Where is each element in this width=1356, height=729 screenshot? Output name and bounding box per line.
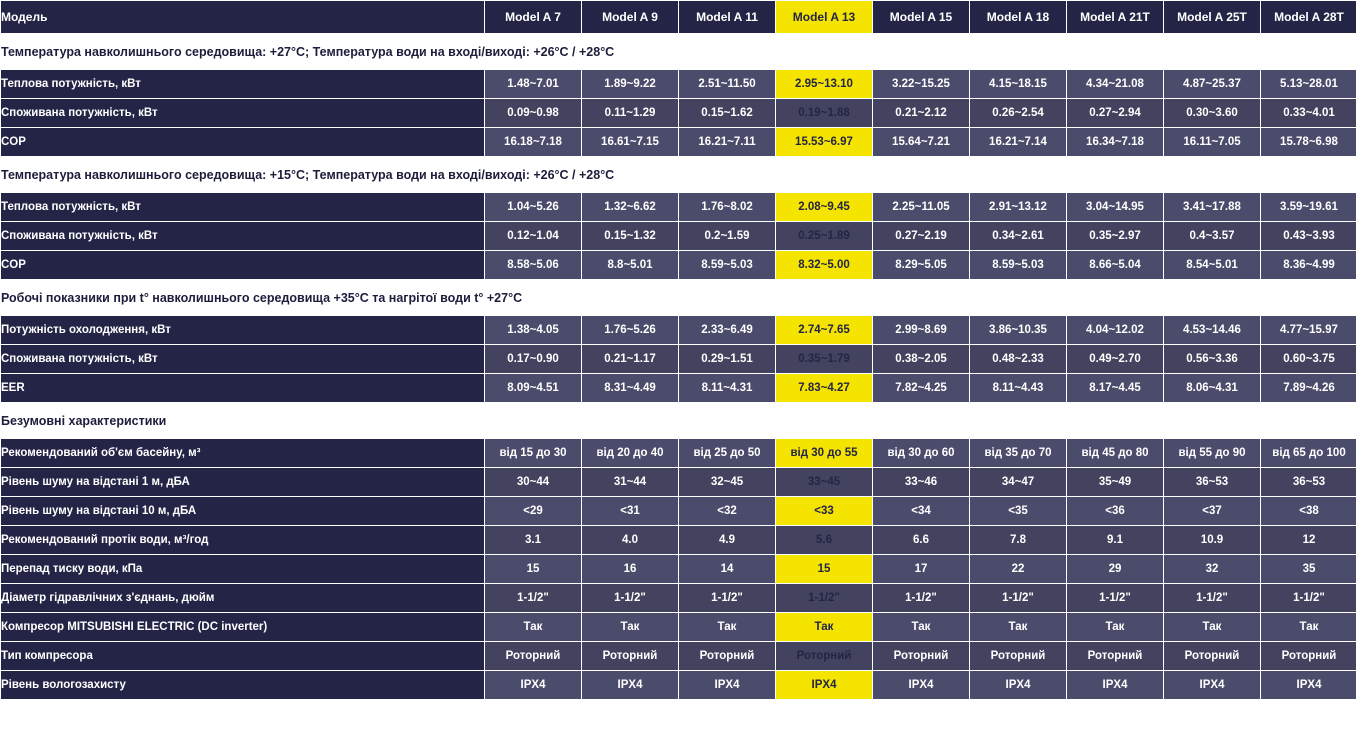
header-label-cell: Модель xyxy=(1,1,485,34)
row-value: 36~53 xyxy=(1164,468,1261,497)
row-value: 0.27~2.94 xyxy=(1067,99,1164,128)
row-value: 16.11~7.05 xyxy=(1164,128,1261,157)
row-value: Так xyxy=(873,613,970,642)
row-value: від 45 до 80 xyxy=(1067,439,1164,468)
row-value: Так xyxy=(582,613,679,642)
row-value: від 15 до 30 xyxy=(485,439,582,468)
row-value: 31~44 xyxy=(582,468,679,497)
row-value: <32 xyxy=(679,497,776,526)
table-row xyxy=(1,316,1356,345)
row-label: Рівень шуму на відстані 10 м, дБА xyxy=(1,497,485,526)
row-value: 1.76~8.02 xyxy=(679,193,776,222)
row-value: 30~44 xyxy=(485,468,582,497)
row-value: 4.9 xyxy=(679,526,776,555)
header-model-cell: Model A 13 xyxy=(776,1,873,34)
row-value: <34 xyxy=(873,497,970,526)
row-value: Так xyxy=(1164,613,1261,642)
table-row xyxy=(1,642,1356,671)
row-value: 1.48~7.01 xyxy=(485,70,582,99)
row-value: 7.8 xyxy=(970,526,1067,555)
row-value: 2.74~7.65 xyxy=(776,316,873,345)
row-value: Так xyxy=(679,613,776,642)
row-value: <29 xyxy=(485,497,582,526)
row-value: 7.83~4.27 xyxy=(776,374,873,403)
row-value: 34~47 xyxy=(970,468,1067,497)
row-value: 5.6 xyxy=(776,526,873,555)
row-value: 8.11~4.43 xyxy=(970,374,1067,403)
row-value: 0.09~0.98 xyxy=(485,99,582,128)
row-value: 4.15~18.15 xyxy=(970,70,1067,99)
table-row xyxy=(1,613,1356,642)
section-title-row xyxy=(1,403,1356,439)
header-model-cell: Model A 28T xyxy=(1261,1,1356,34)
row-value: 12 xyxy=(1261,526,1356,555)
row-value: 0.48~2.33 xyxy=(970,345,1067,374)
row-value: 8.29~5.05 xyxy=(873,251,970,280)
row-value: Роторний xyxy=(485,642,582,671)
row-label: Рекомендований об'єм басейну, м³ xyxy=(1,439,485,468)
row-value: 0.21~2.12 xyxy=(873,99,970,128)
row-value: 16 xyxy=(582,555,679,584)
row-value: 1-1/2" xyxy=(1067,584,1164,613)
row-label: Тип компресора xyxy=(1,642,485,671)
row-value: 2.51~11.50 xyxy=(679,70,776,99)
row-value: 1.32~6.62 xyxy=(582,193,679,222)
row-value: 16.18~7.18 xyxy=(485,128,582,157)
row-value: 0.49~2.70 xyxy=(1067,345,1164,374)
row-value: 6.6 xyxy=(873,526,970,555)
row-value: 0.11~1.29 xyxy=(582,99,679,128)
row-value: <38 xyxy=(1261,497,1356,526)
row-value: Роторний xyxy=(679,642,776,671)
section-title-row xyxy=(1,280,1356,316)
row-value: 1-1/2" xyxy=(679,584,776,613)
row-value: 1-1/2" xyxy=(1261,584,1356,613)
row-value: 8.8~5.01 xyxy=(582,251,679,280)
row-value: Так xyxy=(485,613,582,642)
row-value: 0.19~1.88 xyxy=(776,99,873,128)
row-value: IPX4 xyxy=(1261,671,1356,700)
row-value: 8.54~5.01 xyxy=(1164,251,1261,280)
row-value: 3.1 xyxy=(485,526,582,555)
table-header-row xyxy=(1,1,1356,34)
row-value: 2.25~11.05 xyxy=(873,193,970,222)
table-body xyxy=(1,1,1356,700)
row-value: 0.4~3.57 xyxy=(1164,222,1261,251)
row-value: 0.35~1.79 xyxy=(776,345,873,374)
row-value: 8.32~5.00 xyxy=(776,251,873,280)
row-value: 8.11~4.31 xyxy=(679,374,776,403)
row-value: 35~49 xyxy=(1067,468,1164,497)
table-row xyxy=(1,128,1356,157)
row-label: Теплова потужність, кВт xyxy=(1,193,485,222)
row-value: від 35 до 70 xyxy=(970,439,1067,468)
row-value: Роторний xyxy=(1164,642,1261,671)
row-value: від 65 до 100 xyxy=(1261,439,1356,468)
row-value: 8.58~5.06 xyxy=(485,251,582,280)
header-model-cell: Model A 9 xyxy=(582,1,679,34)
row-value: 15 xyxy=(776,555,873,584)
row-value: 8.17~4.45 xyxy=(1067,374,1164,403)
row-value: 0.30~3.60 xyxy=(1164,99,1261,128)
row-label: Компресор MITSUBISHI ELECTRIC (DC inverter) xyxy=(1,613,485,642)
row-value: 0.15~1.62 xyxy=(679,99,776,128)
row-value: 2.08~9.45 xyxy=(776,193,873,222)
row-label: Рівень шуму на відстані 1 м, дБА xyxy=(1,468,485,497)
row-value: 3.04~14.95 xyxy=(1067,193,1164,222)
row-value: 32~45 xyxy=(679,468,776,497)
row-value: 5.13~28.01 xyxy=(1261,70,1356,99)
row-value: Роторний xyxy=(1261,642,1356,671)
row-label: Споживана потужність, кВт xyxy=(1,99,485,128)
row-value: 8.66~5.04 xyxy=(1067,251,1164,280)
table-row xyxy=(1,193,1356,222)
row-value: 4.53~14.46 xyxy=(1164,316,1261,345)
row-value: 0.17~0.90 xyxy=(485,345,582,374)
row-value: 16.34~7.18 xyxy=(1067,128,1164,157)
row-value: 0.43~3.93 xyxy=(1261,222,1356,251)
row-value: 3.59~19.61 xyxy=(1261,193,1356,222)
row-label: Споживана потужність, кВт xyxy=(1,222,485,251)
row-label: Рекомендований протік води, м³/год xyxy=(1,526,485,555)
row-value: IPX4 xyxy=(485,671,582,700)
row-value: 4.0 xyxy=(582,526,679,555)
row-label: Рівень вологозахисту xyxy=(1,671,485,700)
row-value: 2.95~13.10 xyxy=(776,70,873,99)
row-value: 14 xyxy=(679,555,776,584)
row-value: IPX4 xyxy=(970,671,1067,700)
table-row xyxy=(1,584,1356,613)
row-value: Так xyxy=(1261,613,1356,642)
row-value: 17 xyxy=(873,555,970,584)
row-value: від 30 до 60 xyxy=(873,439,970,468)
row-value: <37 xyxy=(1164,497,1261,526)
row-value: 4.77~15.97 xyxy=(1261,316,1356,345)
row-value: 7.82~4.25 xyxy=(873,374,970,403)
row-value: 0.26~2.54 xyxy=(970,99,1067,128)
table-row xyxy=(1,497,1356,526)
row-value: 4.87~25.37 xyxy=(1164,70,1261,99)
row-value: 1-1/2" xyxy=(1164,584,1261,613)
row-value: 15.53~6.97 xyxy=(776,128,873,157)
header-model-cell: Model A 15 xyxy=(873,1,970,34)
row-label: Діаметр гідравлічних з'єднань, дюйм xyxy=(1,584,485,613)
row-value: 15 xyxy=(485,555,582,584)
section-title-row xyxy=(1,34,1356,70)
row-value: 9.1 xyxy=(1067,526,1164,555)
row-value: Так xyxy=(776,613,873,642)
table-row xyxy=(1,222,1356,251)
table-row xyxy=(1,468,1356,497)
row-value: Роторний xyxy=(1067,642,1164,671)
row-value: 0.21~1.17 xyxy=(582,345,679,374)
row-value: від 25 до 50 xyxy=(679,439,776,468)
row-value: Так xyxy=(970,613,1067,642)
row-value: від 30 до 55 xyxy=(776,439,873,468)
row-value: IPX4 xyxy=(1067,671,1164,700)
row-value: IPX4 xyxy=(679,671,776,700)
row-label: Теплова потужність, кВт xyxy=(1,70,485,99)
row-value: 8.59~5.03 xyxy=(970,251,1067,280)
row-value: 16.21~7.14 xyxy=(970,128,1067,157)
row-value: 4.34~21.08 xyxy=(1067,70,1164,99)
table-row xyxy=(1,671,1356,700)
row-value: 1-1/2" xyxy=(582,584,679,613)
row-value: 29 xyxy=(1067,555,1164,584)
section-title-row xyxy=(1,157,1356,193)
row-value: 35 xyxy=(1261,555,1356,584)
header-model-cell: Model A 25T xyxy=(1164,1,1261,34)
row-value: <33 xyxy=(776,497,873,526)
row-value: 8.09~4.51 xyxy=(485,374,582,403)
row-value: 1.38~4.05 xyxy=(485,316,582,345)
row-value: 0.34~2.61 xyxy=(970,222,1067,251)
row-value: 8.59~5.03 xyxy=(679,251,776,280)
row-value: 16.61~7.15 xyxy=(582,128,679,157)
row-value: 33~46 xyxy=(873,468,970,497)
section-title: Температура навколишнього середовища: +27°C; Температура води на вході/виході: +26°C / +28°C xyxy=(1,34,1356,70)
table-row xyxy=(1,345,1356,374)
row-value: 0.56~3.36 xyxy=(1164,345,1261,374)
row-value: 0.25~1.89 xyxy=(776,222,873,251)
row-value: від 20 до 40 xyxy=(582,439,679,468)
row-value: 0.12~1.04 xyxy=(485,222,582,251)
row-label: Потужність охолодження, кВт xyxy=(1,316,485,345)
row-value: 0.33~4.01 xyxy=(1261,99,1356,128)
row-value: 1-1/2" xyxy=(970,584,1067,613)
row-value: IPX4 xyxy=(1164,671,1261,700)
header-model-cell: Model A 18 xyxy=(970,1,1067,34)
section-title: Температура навколишнього середовища: +15°C; Температура води на вході/виході: +26°C / +28°C xyxy=(1,157,1356,193)
row-value: 8.06~4.31 xyxy=(1164,374,1261,403)
row-value: IPX4 xyxy=(776,671,873,700)
table-row xyxy=(1,526,1356,555)
table-row xyxy=(1,70,1356,99)
row-value: IPX4 xyxy=(582,671,679,700)
table-row xyxy=(1,555,1356,584)
row-value: від 55 до 90 xyxy=(1164,439,1261,468)
row-value: <31 xyxy=(582,497,679,526)
table-row xyxy=(1,374,1356,403)
row-value: 3.41~17.88 xyxy=(1164,193,1261,222)
row-value: 3.22~15.25 xyxy=(873,70,970,99)
row-value: 1-1/2" xyxy=(873,584,970,613)
row-value: 0.60~3.75 xyxy=(1261,345,1356,374)
row-label: COP xyxy=(1,251,485,280)
section-title: Робочі показники при t° навколишнього середовища +35°C та нагрітої води t° +27°C xyxy=(1,280,1356,316)
row-value: IPX4 xyxy=(873,671,970,700)
row-value: Так xyxy=(1067,613,1164,642)
row-value: 8.31~4.49 xyxy=(582,374,679,403)
row-value: 10.9 xyxy=(1164,526,1261,555)
section-title: Безумовні характеристики xyxy=(1,403,1356,439)
row-value: 0.29~1.51 xyxy=(679,345,776,374)
row-value: 0.27~2.19 xyxy=(873,222,970,251)
row-value: 22 xyxy=(970,555,1067,584)
row-value: 16.21~7.11 xyxy=(679,128,776,157)
row-value: <36 xyxy=(1067,497,1164,526)
row-value: 36~53 xyxy=(1261,468,1356,497)
row-value: 0.2~1.59 xyxy=(679,222,776,251)
table-row xyxy=(1,99,1356,128)
table-row xyxy=(1,439,1356,468)
row-value: 4.04~12.02 xyxy=(1067,316,1164,345)
row-value: 3.86~10.35 xyxy=(970,316,1067,345)
row-value: 2.99~8.69 xyxy=(873,316,970,345)
table-row xyxy=(1,251,1356,280)
row-value: 7.89~4.26 xyxy=(1261,374,1356,403)
row-value: 2.91~13.12 xyxy=(970,193,1067,222)
row-value: 0.38~2.05 xyxy=(873,345,970,374)
row-value: 1.76~5.26 xyxy=(582,316,679,345)
row-value: 1.04~5.26 xyxy=(485,193,582,222)
row-value: 33~45 xyxy=(776,468,873,497)
row-value: <35 xyxy=(970,497,1067,526)
row-value: Роторний xyxy=(873,642,970,671)
row-value: 15.64~7.21 xyxy=(873,128,970,157)
row-value: Роторний xyxy=(776,642,873,671)
row-value: Роторний xyxy=(970,642,1067,671)
row-value: 15.78~6.98 xyxy=(1261,128,1356,157)
row-value: 2.33~6.49 xyxy=(679,316,776,345)
header-model-cell: Model A 11 xyxy=(679,1,776,34)
row-label: COP xyxy=(1,128,485,157)
row-value: 0.35~2.97 xyxy=(1067,222,1164,251)
row-value: 1.89~9.22 xyxy=(582,70,679,99)
row-label: Споживана потужність, кВт xyxy=(1,345,485,374)
row-value: Роторний xyxy=(582,642,679,671)
row-label: Перепад тиску води, кПа xyxy=(1,555,485,584)
header-model-cell: Model A 7 xyxy=(485,1,582,34)
row-value: 8.36~4.99 xyxy=(1261,251,1356,280)
row-value: 1-1/2" xyxy=(485,584,582,613)
row-label: EER xyxy=(1,374,485,403)
header-model-cell: Model A 21T xyxy=(1067,1,1164,34)
row-value: 32 xyxy=(1164,555,1261,584)
row-value: 1-1/2" xyxy=(776,584,873,613)
row-value: 0.15~1.32 xyxy=(582,222,679,251)
